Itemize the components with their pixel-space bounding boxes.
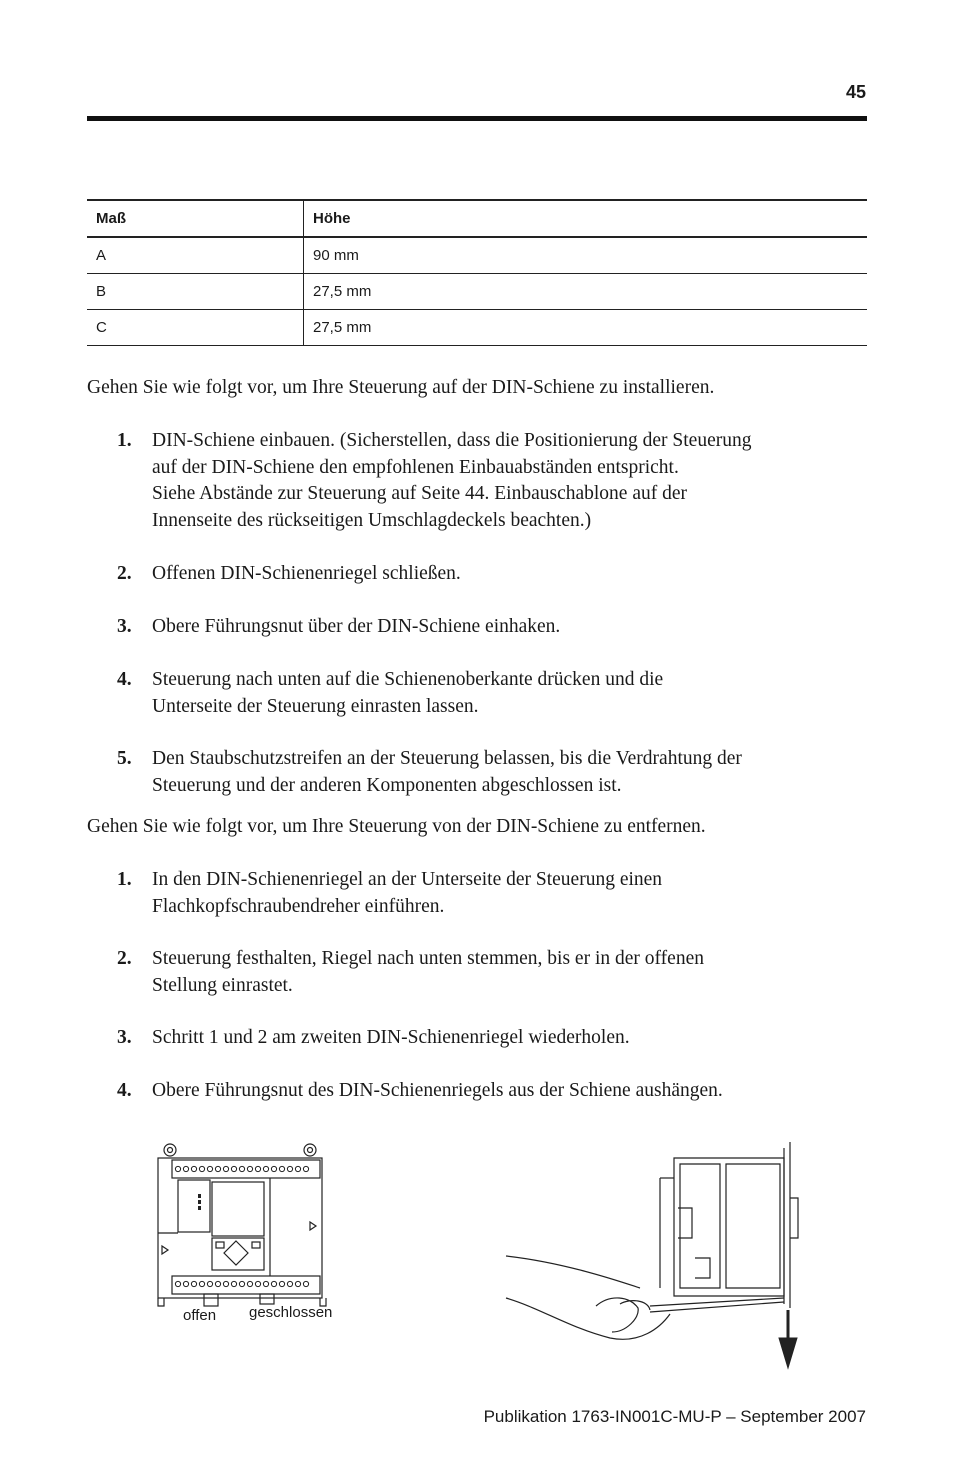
step-number: 2. <box>117 948 132 969</box>
step-number: 1. <box>117 869 132 890</box>
step-number: 4. <box>117 669 132 690</box>
step-line: Steuerung nach unten auf die Schienenoberkante drücken und die <box>152 669 664 690</box>
table-header-cell: Maß <box>87 200 304 237</box>
remove-intro: Gehen Sie wie folgt vor, um Ihre Steuerung von der DIN-Schiene zu entfernen. <box>87 816 706 837</box>
step-line: Steuerung festhalten, Riegel nach unten stemmen, bis er in der offenen <box>152 948 704 969</box>
step-line: Obere Führungsnut des DIN-Schienenriegels aus der Schiene aushängen. <box>152 1080 723 1101</box>
controller-front-illustration <box>150 1138 340 1318</box>
publication-footer: Publikation 1763-IN001C-MU-P – September 2007 <box>483 1407 866 1426</box>
step-number: 2. <box>117 563 132 584</box>
step-line: DIN-Schiene einbauen. (Sicherstellen, dass die Positionierung der Steuerung <box>152 430 752 451</box>
table-cell: 90 mm <box>304 237 868 274</box>
table-row <box>87 310 867 346</box>
remove-step <box>117 1025 877 1052</box>
table-row <box>87 237 867 274</box>
install-step <box>117 746 877 799</box>
step-line: Stellung einrastet. <box>152 974 293 996</box>
step-line: Den Staubschutzstreifen an der Steuerung belassen, bis die Verdrahtung der <box>152 748 742 769</box>
remove-step <box>117 946 877 999</box>
install-step <box>117 667 877 720</box>
table-header-cell: Höhe <box>304 200 868 237</box>
step-line: Obere Führungsnut über der DIN-Schiene einhaken. <box>152 616 561 637</box>
step-line: Innenseite des rückseitigen Umschlagdeckels beachten.) <box>152 509 592 531</box>
install-intro: Gehen Sie wie folgt vor, um Ihre Steuerung auf der DIN-Schiene zu installieren. <box>87 377 715 398</box>
dimension-table <box>87 199 867 346</box>
step-line: Offenen DIN-Schienenriegel schließen. <box>152 563 461 584</box>
step-number: 3. <box>117 616 132 637</box>
page-number: 45 <box>845 82 866 102</box>
remove-step <box>117 867 877 920</box>
label-open: offen <box>183 1307 217 1324</box>
step-line: In den DIN-Schienenriegel an der Unterseite der Steuerung einen <box>152 869 663 890</box>
step-line: Unterseite der Steuerung einrasten lassen. <box>152 695 479 717</box>
table-cell: B <box>87 274 304 310</box>
step-line: auf der DIN-Schiene den empfohlenen Einbauabständen entspricht. <box>152 456 679 478</box>
step-line: Flachkopfschraubendreher einführen. <box>152 895 445 917</box>
step-line: Schritt 1 und 2 am zweiten DIN-Schienenriegel wiederholen. <box>152 1027 630 1048</box>
table-row <box>87 274 867 310</box>
install-step <box>117 561 877 588</box>
install-step <box>117 614 877 641</box>
remove-step <box>117 1078 877 1105</box>
table-cell: A <box>87 237 304 274</box>
label-closed: geschlossen <box>249 1304 333 1321</box>
table-header-row <box>87 200 867 237</box>
step-number: 4. <box>117 1080 132 1101</box>
step-line: Siehe Abstände zur Steuerung auf Seite 44. Einbauschablone auf der <box>152 483 688 504</box>
step-number: 3. <box>117 1027 132 1048</box>
table-cell: 27,5 mm <box>304 310 868 346</box>
install-step <box>117 428 877 534</box>
header-rule <box>87 116 867 121</box>
step-number: 1. <box>117 430 132 451</box>
table-cell: 27,5 mm <box>304 274 868 310</box>
step-line: Steuerung und der anderen Komponenten abgeschlossen ist. <box>152 774 622 796</box>
step-number: 5. <box>117 748 132 769</box>
removal-illustration <box>500 1138 810 1374</box>
table-cell: C <box>87 310 304 346</box>
